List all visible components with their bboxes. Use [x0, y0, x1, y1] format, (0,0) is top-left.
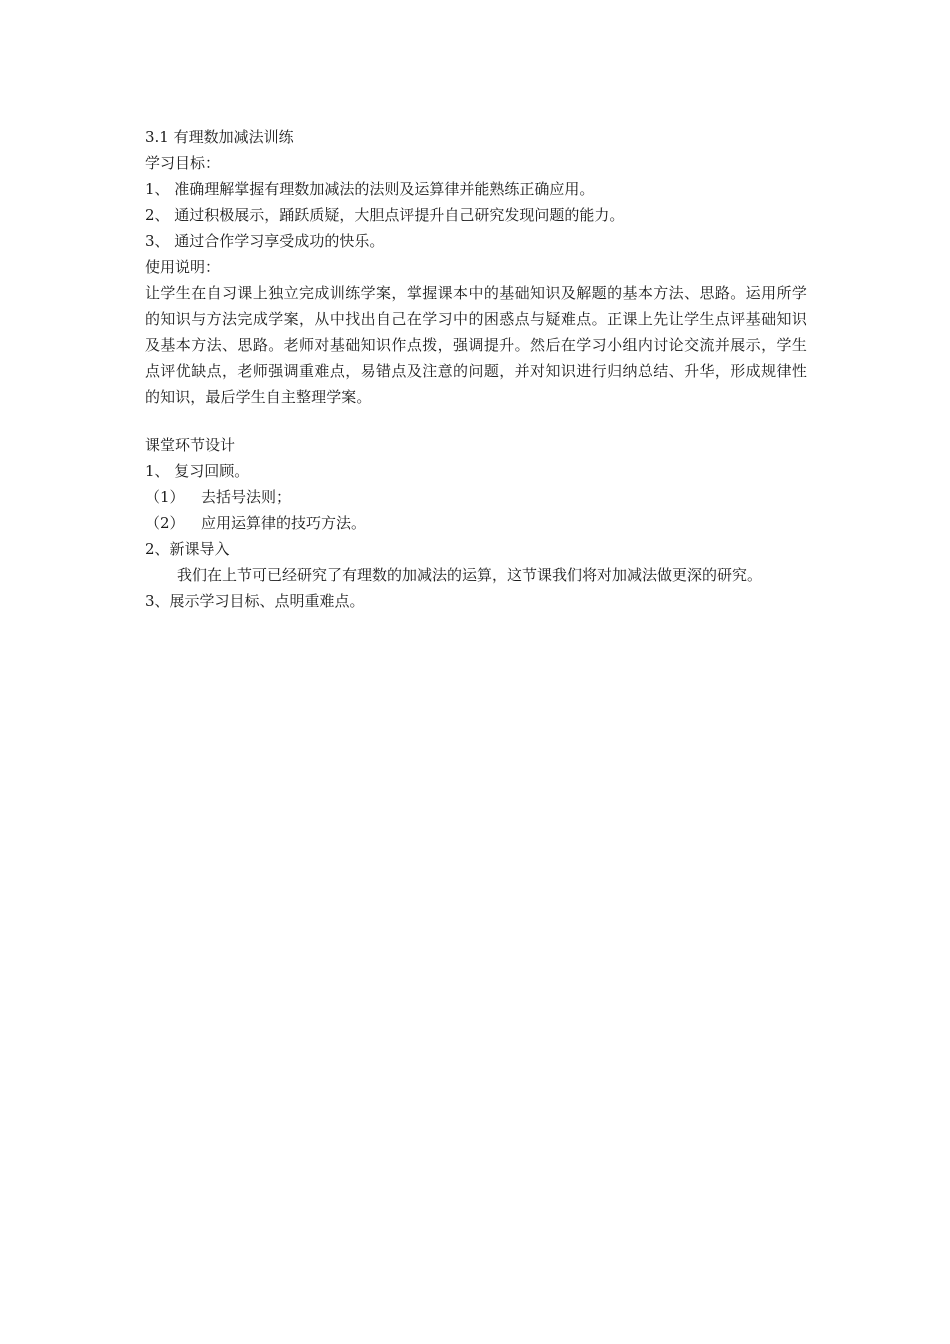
- document-body: [145, 124, 807, 614]
- usage-heading: 使用说明：: [145, 258, 221, 276]
- blank-line: [145, 410, 807, 432]
- item-label: （2）: [145, 514, 185, 532]
- step-3: 3、展示学习目标、点明重难点。: [145, 592, 365, 610]
- step-1: 1、 复习回顾。: [145, 462, 250, 480]
- step-1-item: [145, 484, 807, 510]
- item-text: 应用运算律的技巧方法。: [201, 514, 367, 532]
- step-1-item: [145, 510, 807, 536]
- usage-paragraph: 让学生在自习课上独立完成训练学案，掌握课本中的基础知识及解题的基本方法、思路。运用所学的知识与方法完成学案，从中找出自己在学习中的困惑点与疑难点。正课上先让学生点评基础知识及基本方法、思路。老师对基础知识作点拨，强调提升。然后在学习小组内讨论交流并展示，学生点评优缺点，老师强调重难点，易错点及注意的问题，并对知识进行归纳总结、升华，形成规律性的知识，最后学生自主整理学案。: [145, 284, 807, 406]
- item-text: 去括号法则；: [201, 488, 292, 506]
- step-2: 2、新课导入: [145, 540, 230, 558]
- step-2-paragraph: 我们在上节可已经研究了有理数的加减法的运算，这节课我们将对加减法做更深的研究。: [177, 566, 763, 584]
- document-title: 3.1 有理数加减法训练: [145, 128, 294, 146]
- objectives-heading: 学习目标：: [145, 154, 221, 172]
- item-label: （1）: [145, 488, 185, 506]
- design-heading: 课堂环节设计: [145, 436, 236, 454]
- objective-item: 1、 准确理解掌握有理数加减法的法则及运算律并能熟练正确应用。: [145, 180, 595, 198]
- objective-item: 3、 通过合作学习享受成功的快乐。: [145, 232, 385, 250]
- objective-item: 2、 通过积极展示，踊跃质疑，大胆点评提升自己研究发现问题的能力。: [145, 206, 625, 224]
